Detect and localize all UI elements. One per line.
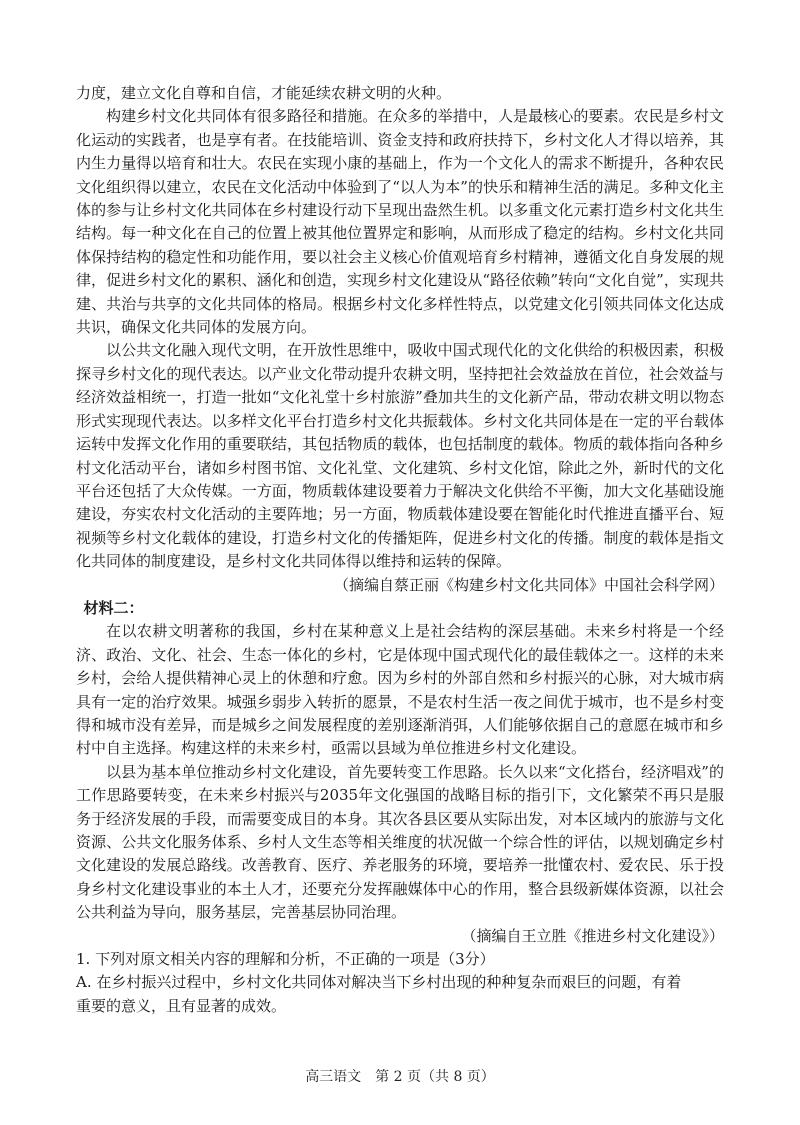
- page-footer: 高三语文 第 2 页（共 8 页）: [305, 1069, 495, 1085]
- source-citation-1: （摘编自蔡正丽《构建乡村文化共同体》中国社会科学网）: [333, 575, 724, 594]
- question-1-option-a-cont: 重要的意义，且有显著的成效。: [76, 996, 287, 1015]
- paragraph-continuation: 力度，建立文化自尊和自信，才能延续农耕文明的火种。: [76, 84, 452, 102]
- paragraph-county-unit: 以县为基本单位推动乡村文化建设，首先要转变工作思路。长久以来“文化搭台，经济唱戏”的工作思路要转变，在未来乡村振兴与2035年文化强国的战略目标的指引下，文化繁荣不再只是服务于经济发展的手段，而需要变成目的本身。其次各县区要从实际出发，对本区域内的旅游与文化资源、公共文化服务体系、乡村人文生态等相关维度的状况做一个综合性的评估，以规划确定乡村文化建设的发展总路线。改善教育、医疗、养老服务的环境，要培养一批懂农村、爱农民、乐于投身乡村文化建设事业的本土人才，还要充分发挥融媒体中心的作用，整合县级新媒体资源，以社会公共利益为导向，服务基层，完善基层协同治理。: [76, 762, 724, 922]
- question-1-stem: 1. 下列对原文相关内容的理解和分析，不正确的一项是（3分）: [76, 950, 495, 969]
- paragraph-community-paths: 构建乡村文化共同体有很多路径和措施。在众多的举措中，人是最核心的要素。农民是乡村文化运动的实践者，也是享有者。在技能培训、资金支持和政府扶持下，乡村文化人才得以培养，其内生力量得以培育和壮大。农民在实现小康的基础上，作为一个文化人的需求不断提升，各种农民文化组织得以建立，农民在文化活动中体验到了“以人为本”的快乐和精神生活的满足。多种文化主体的参与让乡村文化共同体在乡村建设行动下呈现出盎然生机。以多重文化元素打造乡村文化共生结构。每一种文化在自己的位置上被其他位置界定和影响，从而形成了稳定的结构。乡村文化共同体保持结构的稳定性和功能作用，要以社会主义核心价值观培育乡村精神，遵循文化自身发展的规律，促进乡村文化的累积、涵化和创造，实现乡村文化建设从“路径依赖”转向“文化自觉”，实现共建、共治与共享的文化共同体的格局。根据乡村文化多样性特点，以党建文化引领共同体文化达成共识，确保文化共同体的发展方向。: [76, 107, 724, 337]
- paragraph-public-culture: 以公共文化融入现代文明，在开放性思维中，吸收中国式现代化的文化供给的积极因素，积极探寻乡村文化的现代表达。以产业文化带动提升农耕文明，坚持把社会效益放在首位，社会效益与经济效益相统一，打造一批如“文化礼堂十乡村旅游”叠加共生的文化新产品，带动农耕文明以物态形式实现现代表达。以多样文化平台打造乡村文化共振载体。乡村文化共同体是在一定的平台载体运转中发挥文化作用的重要联结，其包括物质的载体，也包括制度的载体。物质的载体指向各种乡村文化活动平台，诸如乡村图书馆、文化礼堂、文化建筑、乡村文化馆，除此之外，新时代的文化平台还包括了大众传媒。一方面，物质载体建设要着力于解决文化供给不平衡，加大文化基础设施建设，夯实农村文化活动的主要阵地；另一方面，物质载体建设要在智能化时代推进直播平台、短视频等乡村文化载体的建设，打造乡村文化的传播矩阵，促进乡村文化的传播。制度的载体是指文化共同体的制度建设，是乡村文化共同体得以维持和运转的保障。: [76, 341, 724, 571]
- source-citation-2: （摘编自王立胜《推进乡村文化建设》）: [461, 926, 724, 945]
- question-1-option-a: A. 在乡村振兴过程中，乡村文化共同体对解决当下乡村出现的种种复杂而艰巨的问题，有着: [76, 973, 682, 992]
- material-two-heading: 材料二：: [83, 598, 144, 617]
- paragraph-future-village: 在以农耕文明著称的我国，乡村在某种意义上是社会结构的深层基础。未来乡村将是一个经济、政治、文化、社会、生态一体化的乡村，它是体现中国式现代化的最佳载体之一。这样的未来乡村，会给人提供精神心灵上的休憩和疗愈。因为乡村的外部自然和乡村振兴的心脉，对大城市病具有一定的治疗效果。城强乡弱步入转折的愿景，不是农村生活一夜之间优于城市，也不是乡村变得和城市没有差异，而是城乡之间发展程度的差别逐渐消弭，人们能够依据自己的意愿在城市和乡村中自主选择。构建这样的未来乡村，亟需以县域为单位推进乡村文化建设。: [76, 622, 724, 758]
- document-body: [76, 82, 724, 1018]
